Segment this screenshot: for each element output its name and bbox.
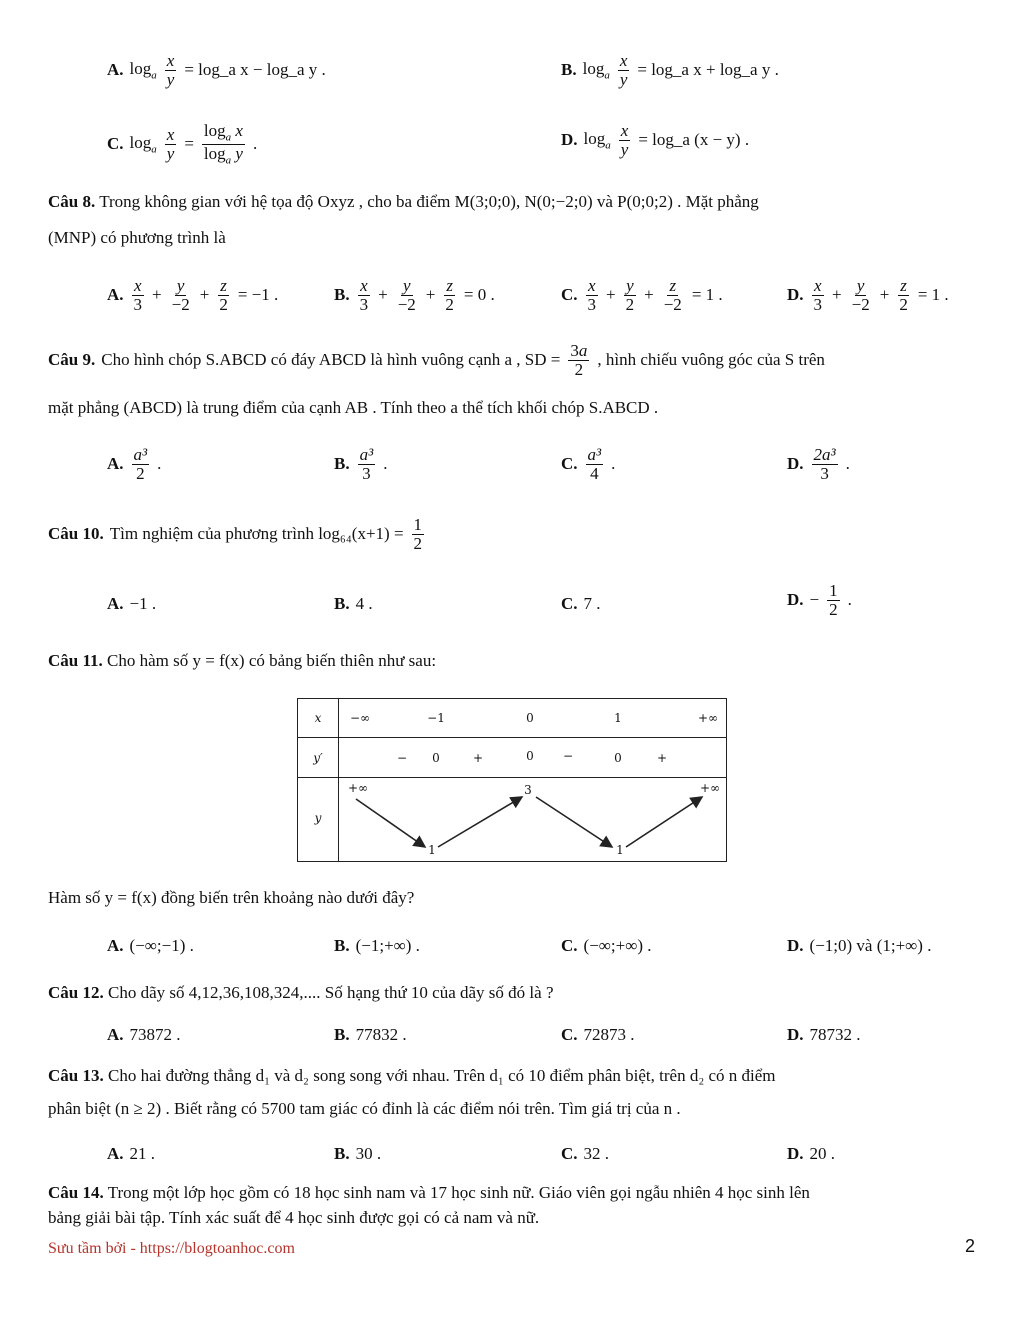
question-text: mặt phẳng (ABCD) là trung điểm của cạnh AB . Tính theo a thể tích khối chóp S.ABCD . — [48, 398, 659, 417]
option-label: C. — [107, 134, 124, 154]
option-label: B. — [334, 936, 350, 955]
x-value: 0 — [526, 711, 534, 725]
sign: − — [562, 749, 574, 763]
frac-x: $\frac{x}{3}$ — [813, 276, 823, 314]
q9-option-c[interactable]: C. $\frac{\text{a³}}{4}$ . — [561, 445, 616, 483]
option-fraction — [586, 446, 604, 483]
option-label: B. — [561, 60, 577, 80]
q9-option-d[interactable]: D. $\frac{\text{2a³}}{3}$ . — [787, 445, 850, 483]
y-value: +∞ — [699, 781, 721, 795]
option-fraction — [358, 446, 376, 483]
question-text: , hình chiếu vuông góc của S trên — [597, 350, 825, 370]
option-label: C. — [561, 1025, 578, 1044]
denominator: 3 — [820, 463, 829, 483]
q7-option-a[interactable] — [107, 52, 326, 89]
q10-text — [48, 516, 426, 553]
fraction-one-half: $\frac{1}{2}$ — [829, 581, 838, 619]
q13-option-a[interactable] — [107, 1144, 155, 1164]
option-label: D. — [787, 285, 804, 305]
option-rhs: = −1 . — [237, 285, 279, 305]
q9-option-a[interactable]: A. $\frac{\text{a³}}{2}$ . — [107, 445, 162, 483]
y-value: 3 — [524, 783, 532, 797]
option-value: 72873 . — [583, 1025, 635, 1044]
decreasing-arrow — [356, 799, 425, 847]
x-value: −1 — [427, 711, 445, 725]
q12-option-a[interactable] — [107, 1025, 181, 1045]
sign: 0 — [614, 751, 622, 765]
q11-option-b[interactable] — [334, 936, 420, 956]
question-number: Câu 10. — [48, 524, 104, 544]
question-text: Cho hàm số y = f(x) có bảng biến thiên như sau: — [107, 651, 437, 670]
option-label: C. — [561, 1144, 578, 1163]
increasing-arrow — [626, 797, 702, 847]
q10-option-a[interactable] — [107, 594, 156, 614]
q8-text-line1 — [48, 192, 759, 212]
option-label: A. — [107, 936, 124, 955]
option-label: B. — [334, 594, 350, 613]
sign: + — [656, 751, 668, 765]
q12-option-c[interactable] — [561, 1025, 635, 1045]
option-label: A. — [107, 60, 124, 80]
option-fraction — [132, 446, 150, 483]
fraction-x-over-y: $\frac{x}{y}$ — [620, 121, 629, 159]
variation-table — [297, 698, 727, 862]
sign: + — [472, 751, 484, 765]
log-expression: $\log_a$ — [582, 59, 610, 82]
q11-option-d[interactable] — [787, 936, 931, 956]
y-value: 1 — [428, 843, 436, 857]
log-expression: $\log_a$ — [129, 59, 157, 82]
frac-x: $\frac{x}{3}$ — [359, 276, 369, 314]
question-number: Câu 8. — [48, 192, 96, 211]
sign: − — [396, 751, 408, 765]
question-text: (MNP) có phương trình là — [48, 228, 226, 247]
option-value: 77832 . — [355, 1025, 407, 1044]
y-row-label: y — [314, 811, 322, 825]
frac-z: $\frac{z}{2}$ — [899, 276, 908, 314]
q10-option-b[interactable] — [334, 594, 373, 614]
option-label: D. — [787, 590, 804, 610]
q10-option-d[interactable]: D. − $\frac{1}{2}$ . — [787, 581, 852, 619]
frac-x: $\frac{x}{3}$ — [587, 276, 597, 314]
fraction-x-over-y: $\frac{x}{y}$ — [166, 51, 175, 89]
fraction-3a-over-2: $\frac{3a}{2}$ — [570, 341, 588, 379]
q13-option-d[interactable] — [787, 1144, 835, 1164]
option-value: 32 . — [583, 1144, 610, 1163]
q14-text-line2 — [48, 1208, 539, 1228]
option-value: − — [809, 590, 820, 610]
denominator: 4 — [590, 463, 599, 483]
option-label: D. — [787, 1025, 804, 1044]
option-label: C. — [561, 285, 578, 305]
numerator: a³ — [133, 445, 148, 464]
option-label: B. — [334, 1144, 350, 1163]
frac-z: $\frac{z}{2}$ — [445, 276, 454, 314]
option-label: D. — [787, 454, 804, 474]
question-number: Câu 13. — [48, 1066, 104, 1085]
q9-text-line2 — [48, 398, 658, 418]
q11-option-a[interactable] — [107, 936, 194, 956]
option-label: D. — [787, 1144, 804, 1163]
option-label: A. — [107, 594, 124, 613]
option-label: B. — [334, 1025, 350, 1044]
log-expression: $\log_a$ — [583, 129, 611, 152]
option-value: (−∞;+∞) . — [583, 936, 652, 955]
q13-text-line2 — [48, 1099, 681, 1119]
frac-y: $\frac{y}{-2}$ — [851, 276, 870, 314]
q9-text-line1 — [48, 342, 825, 379]
question-number: Câu 9. — [48, 350, 96, 370]
option-value: 21 . — [129, 1144, 156, 1163]
q12-text — [48, 983, 554, 1003]
option-value: 73872 . — [129, 1025, 181, 1044]
question-text: bảng giải bài tập. Tính xác suất để 4 học sinh được gọi có cả nam và nữ. — [48, 1208, 540, 1227]
denominator: 2 — [136, 463, 145, 483]
option-label: A. — [107, 1025, 124, 1044]
q11-text — [48, 651, 436, 671]
fraction-one-half: $\frac{1}{2}$ — [413, 515, 423, 553]
q8-option-b[interactable]: B. $\frac{x}{3}$ + $\frac{y}{-2}$ + $\frac{z}{2}$ = 0 . — [334, 276, 495, 314]
q12-option-d[interactable] — [787, 1025, 861, 1045]
question-text: Cho hình chóp S.ABCD có đáy ABCD là hình vuông cạnh a , SD = — [101, 350, 561, 370]
option-label: C. — [561, 454, 578, 474]
option-formula: = log_a x + log_a y . — [637, 60, 779, 80]
question-text: phân biệt (n ≥ 2) . Biết rằng có 5700 tam giác có đỉnh là các điểm nói trên. Tìm giá trị của n . — [48, 1099, 681, 1118]
q8-option-c[interactable]: C. $\frac{x}{3}$ + $\frac{y}{2}$ + $\frac{z}{-2}$ = 1 . — [561, 276, 723, 314]
frac-z: $\frac{z}{2}$ — [219, 276, 228, 314]
option-value: (−1;0) và (1;+∞) . — [809, 936, 932, 955]
frac-y: $\frac{y}{-2}$ — [171, 276, 190, 314]
yprime-row-label: y′ — [313, 751, 323, 765]
x-row-label: x — [314, 711, 322, 725]
decreasing-arrow — [536, 797, 612, 847]
q9-option-b[interactable]: B. $\frac{\text{a³}}{3}$ . — [334, 445, 388, 483]
q13-text-line1 — [48, 1066, 776, 1086]
option-label: A. — [107, 285, 124, 305]
log-expression: $\log_a$ — [129, 133, 157, 156]
source-credit: Sưu tầm bởi - https://blogtoanhoc.com — [48, 1240, 295, 1257]
q8-option-d[interactable]: D. $\frac{x}{3}$ + $\frac{y}{-2}$ + $\frac{z}{2}$ = 1 . — [787, 276, 949, 314]
q7-option-b[interactable] — [561, 52, 779, 89]
q11-option-c[interactable] — [561, 936, 652, 956]
question-text: Hàm số y = f(x) đồng biến trên khoảng nào dưới đây? — [48, 888, 415, 907]
q7-option-c[interactable] — [107, 122, 257, 167]
option-value: 4 . — [355, 594, 373, 613]
equals-sign: = — [184, 134, 194, 154]
increasing-arrow — [438, 797, 522, 847]
option-rhs: = 1 . — [691, 285, 723, 305]
fraction-log-ratio: $\frac{\log_a x}{\log_a y}$ — [203, 121, 243, 167]
q14-text-line1 — [48, 1183, 810, 1203]
option-formula: = log_a (x − y) . — [638, 130, 750, 150]
question-number: Câu 14. — [48, 1183, 104, 1202]
numerator: a³ — [359, 445, 374, 464]
y-value: 1 — [616, 843, 624, 857]
option-formula: = log_a x − log_a y . — [184, 60, 326, 80]
question-number: Câu 11. — [48, 651, 103, 670]
question-number: Câu 12. — [48, 983, 104, 1002]
question-text: Trong không gian với hệ tọa độ Oxyz , cho ba điểm M(3;0;0), N(0;−2;0) và P(0;0;2) . Mặt phẳng — [99, 192, 759, 211]
fraction-x-over-y: $\frac{x}{y}$ — [619, 51, 628, 89]
denominator: 3 — [362, 463, 371, 483]
option-label: A. — [107, 454, 124, 474]
q8-option-a[interactable]: A. $\frac{x}{3}$ + $\frac{y}{-2}$ + $\frac{z}{2}$ = −1 . — [107, 276, 279, 314]
q7-option-d[interactable] — [561, 122, 749, 159]
fraction-x-over-y: $\frac{x}{y}$ — [166, 125, 175, 163]
frac-y: $\frac{y}{-2}$ — [397, 276, 416, 314]
option-value: 78732 . — [809, 1025, 861, 1044]
option-label: D. — [787, 936, 804, 955]
frac-z: $\frac{z}{-2}$ — [663, 276, 682, 314]
numerator: a³ — [587, 445, 602, 464]
option-value: −1 . — [129, 594, 157, 613]
q11-question — [48, 888, 414, 908]
q13-option-c[interactable] — [561, 1144, 609, 1164]
option-label: C. — [561, 936, 578, 955]
option-rhs: = 0 . — [463, 285, 495, 305]
option-label: B. — [334, 285, 350, 305]
y-value: +∞ — [347, 781, 369, 795]
variation-arrows — [298, 699, 726, 861]
option-rhs: = 1 . — [917, 285, 949, 305]
question-text: Cho hai đường thẳng d₁ và d₂ song song với nhau. Trên d₁ có 10 điểm phân biệt, trên d₂ có n điểm — [107, 1066, 776, 1085]
option-fraction — [812, 446, 838, 483]
option-value: 7 . — [583, 594, 601, 613]
option-value: (−∞;−1) . — [129, 936, 194, 955]
page-number: 2 — [965, 1236, 976, 1256]
x-value: +∞ — [697, 711, 719, 725]
frac-y: $\frac{y}{2}$ — [625, 276, 635, 314]
option-value: 20 . — [809, 1144, 836, 1163]
sign: 0 — [526, 749, 534, 763]
option-label: A. — [107, 1144, 124, 1163]
x-value: −∞ — [349, 711, 371, 725]
question-text: Cho dãy số 4,12,36,108,324,.... Số hạng thứ 10 của dãy số đó là ? — [107, 983, 554, 1002]
numerator: 2a³ — [813, 445, 836, 464]
question-text: Trong một lớp học gồm có 18 học sinh nam và 17 học sinh nữ. Giáo viên gọi ngẫu nhiên 4 học sinh lên — [107, 1183, 810, 1202]
q12-option-b[interactable] — [334, 1025, 407, 1045]
option-label: C. — [561, 594, 578, 613]
option-label: D. — [561, 130, 578, 150]
x-value: 1 — [614, 711, 622, 725]
q13-option-b[interactable] — [334, 1144, 381, 1164]
q10-option-c[interactable] — [561, 594, 601, 614]
sign: 0 — [432, 751, 440, 765]
option-label: B. — [334, 454, 350, 474]
q8-text-line2 — [48, 228, 226, 248]
option-value: (−1;+∞) . — [355, 936, 420, 955]
option-value: 30 . — [355, 1144, 382, 1163]
frac-x: $\frac{x}{3}$ — [133, 276, 143, 314]
period: . — [252, 134, 258, 154]
question-text: Tìm nghiệm của phương trình log₆₄(x+1) = — [109, 524, 404, 544]
